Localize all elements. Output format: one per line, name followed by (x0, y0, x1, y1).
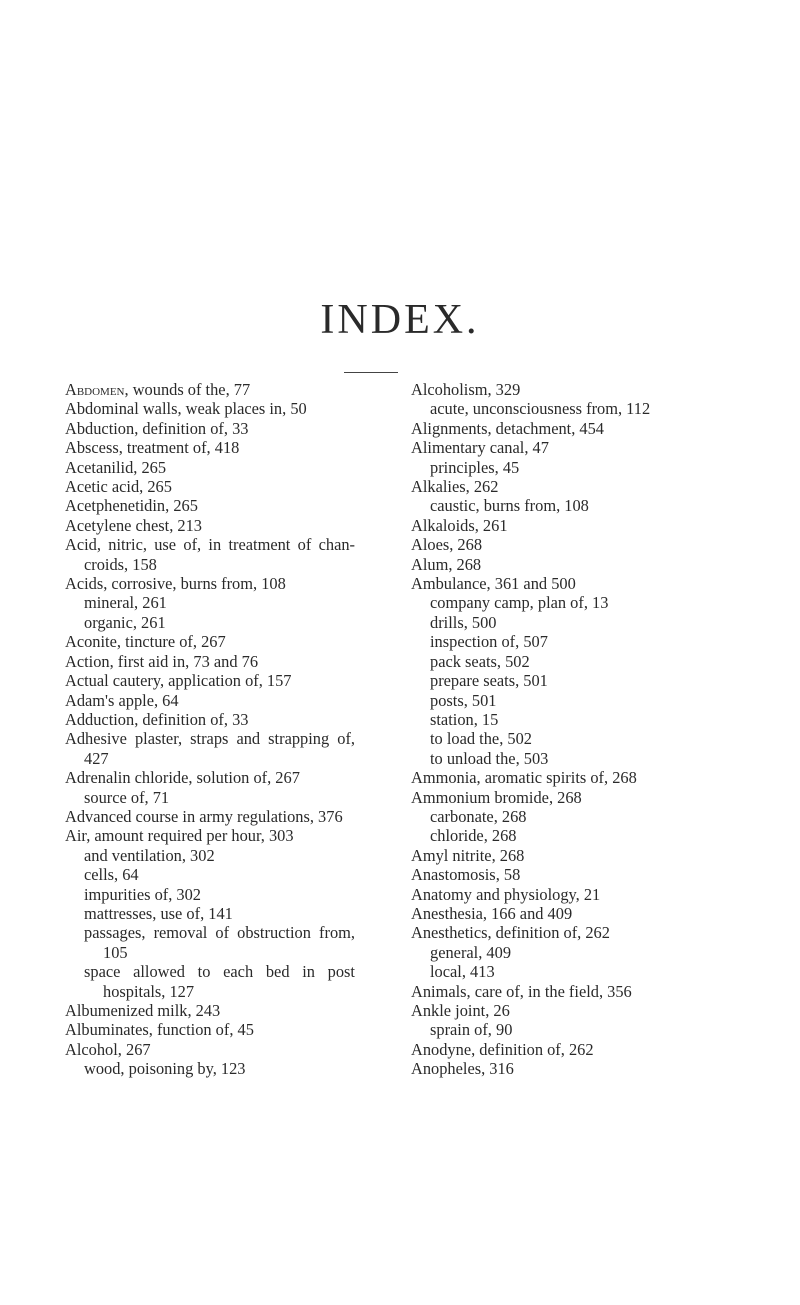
index-subentry: principles, 45 (430, 457, 520, 477)
index-entry: Anesthesia, 166 and 409 (411, 903, 573, 923)
index-subentry: source of, 71 (84, 787, 170, 807)
index-column-right (411, 380, 741, 1079)
index-subentry: inspection of, 507 (430, 632, 548, 652)
index-subentry: passages, removal of obstruction from, 105 (84, 923, 355, 962)
index-entry: Abscess, treatment of, 418 (65, 438, 240, 458)
index-subentry: company camp, plan of, 13 (430, 593, 609, 613)
index-subentry: local, 413 (430, 962, 495, 982)
index-entry: Acetanilid, 265 (65, 457, 167, 477)
index-entry: Anodyne, definition of, 262 (411, 1039, 594, 1059)
index-entry: Ankle joint, 26 (411, 1001, 510, 1020)
title-divider (344, 372, 398, 373)
index-entry: Acetylene chest, 213 (65, 515, 202, 535)
index-entry: Alkaloids, 261 (411, 515, 508, 535)
index-entry: Advanced course in army regulations, 376 (65, 806, 343, 826)
index-entry: Albuminates, function of, 45 (65, 1020, 254, 1040)
index-entry: Abdomen, wounds of the, 77 (65, 380, 251, 399)
index-entry: Acids, corrosive, burns from, 108 (65, 574, 286, 594)
index-entry: Adduction, definition of, 33 (65, 709, 249, 729)
index-entry: Anatomy and physiology, 21 (411, 884, 601, 904)
index-entry: Aloes, 268 (411, 535, 483, 555)
index-entry: Anastomosis, 58 (411, 865, 521, 885)
index-entry: Animals, care of, in the field, 356 (411, 981, 632, 1001)
index-entry: Ambulance, 361 and 500 (411, 574, 576, 594)
index-subentry: wood, poisoning by, 123 (84, 1059, 246, 1079)
index-entry: Acid, nitric, use of, in treatment of chan-croids, 158 (65, 535, 355, 574)
index-subentry: posts, 501 (430, 690, 497, 710)
index-entry: Alcoholism, 329 (411, 380, 521, 399)
index-entry: Alkalies, 262 (411, 477, 499, 497)
index-entry: Alcohol, 267 (65, 1039, 151, 1059)
index-entry: Ammonium bromide, 268 (411, 787, 582, 807)
index-entry: Action, first aid in, 73 and 76 (65, 651, 259, 671)
index-subentry: general, 409 (430, 942, 512, 962)
index-subentry: to load the, 502 (430, 729, 532, 749)
index-entry: Adrenalin chloride, solution of, 267 (65, 768, 300, 788)
index-subentry: drills, 500 (430, 612, 497, 632)
index-entry: Adam's apple, 64 (65, 690, 179, 710)
index-subentry: mineral, 261 (84, 593, 167, 613)
index-subentry: station, 15 (430, 709, 499, 729)
index-subentry: space allowed to each bed in post hospitals, 127 (84, 962, 355, 1001)
index-subentry: sprain of, 90 (430, 1020, 513, 1040)
index-subentry: organic, 261 (84, 612, 166, 632)
index-entry: Adhesive plaster, straps and strapping of, 427 (65, 729, 355, 768)
index-subentry: to unload the, 503 (430, 748, 549, 768)
index-subentry: prepare seats, 501 (430, 671, 548, 691)
index-entry: Actual cautery, application of, 157 (65, 671, 292, 691)
index-entry: Abduction, definition of, 33 (65, 418, 249, 438)
index-subentry: acute, unconsciousness from, 112 (430, 399, 651, 419)
index-entry: Abdominal walls, weak places in, 50 (65, 399, 307, 419)
index-column-left (65, 380, 355, 1079)
index-entry: Anopheles, 316 (411, 1059, 514, 1079)
index-entry: Ammonia, aromatic spirits of, 268 (411, 768, 637, 788)
index-subentry: chloride, 268 (430, 826, 517, 846)
index-entry: Alum, 268 (411, 554, 482, 574)
index-subentry: and ventilation, 302 (84, 845, 215, 865)
index-subentry: mattresses, use of, 141 (84, 903, 233, 923)
index-subentry: pack seats, 502 (430, 651, 530, 671)
index-subentry: carbonate, 268 (430, 806, 527, 826)
index-subentry: caustic, burns from, 108 (430, 496, 589, 516)
index-entry: Acetic acid, 265 (65, 477, 172, 497)
index-entry: Air, amount required per hour, 303 (65, 826, 294, 846)
page-title: INDEX. (320, 297, 480, 343)
index-entry: Amyl nitrite, 268 (411, 845, 525, 865)
index-subentry: cells, 64 (84, 865, 139, 885)
index-entry: Alimentary canal, 47 (411, 438, 549, 458)
index-entry: Anesthetics, definition of, 262 (411, 923, 610, 943)
index-subentry: impurities of, 302 (84, 884, 201, 904)
index-entry: Albumenized milk, 243 (65, 1001, 221, 1020)
index-entry: Acetphenetidin, 265 (65, 496, 198, 516)
entry-lead-word: Abdomen (65, 380, 125, 399)
index-entry: Aconite, tincture of, 267 (65, 632, 226, 652)
index-entry: Alignments, detachment, 454 (411, 418, 605, 438)
